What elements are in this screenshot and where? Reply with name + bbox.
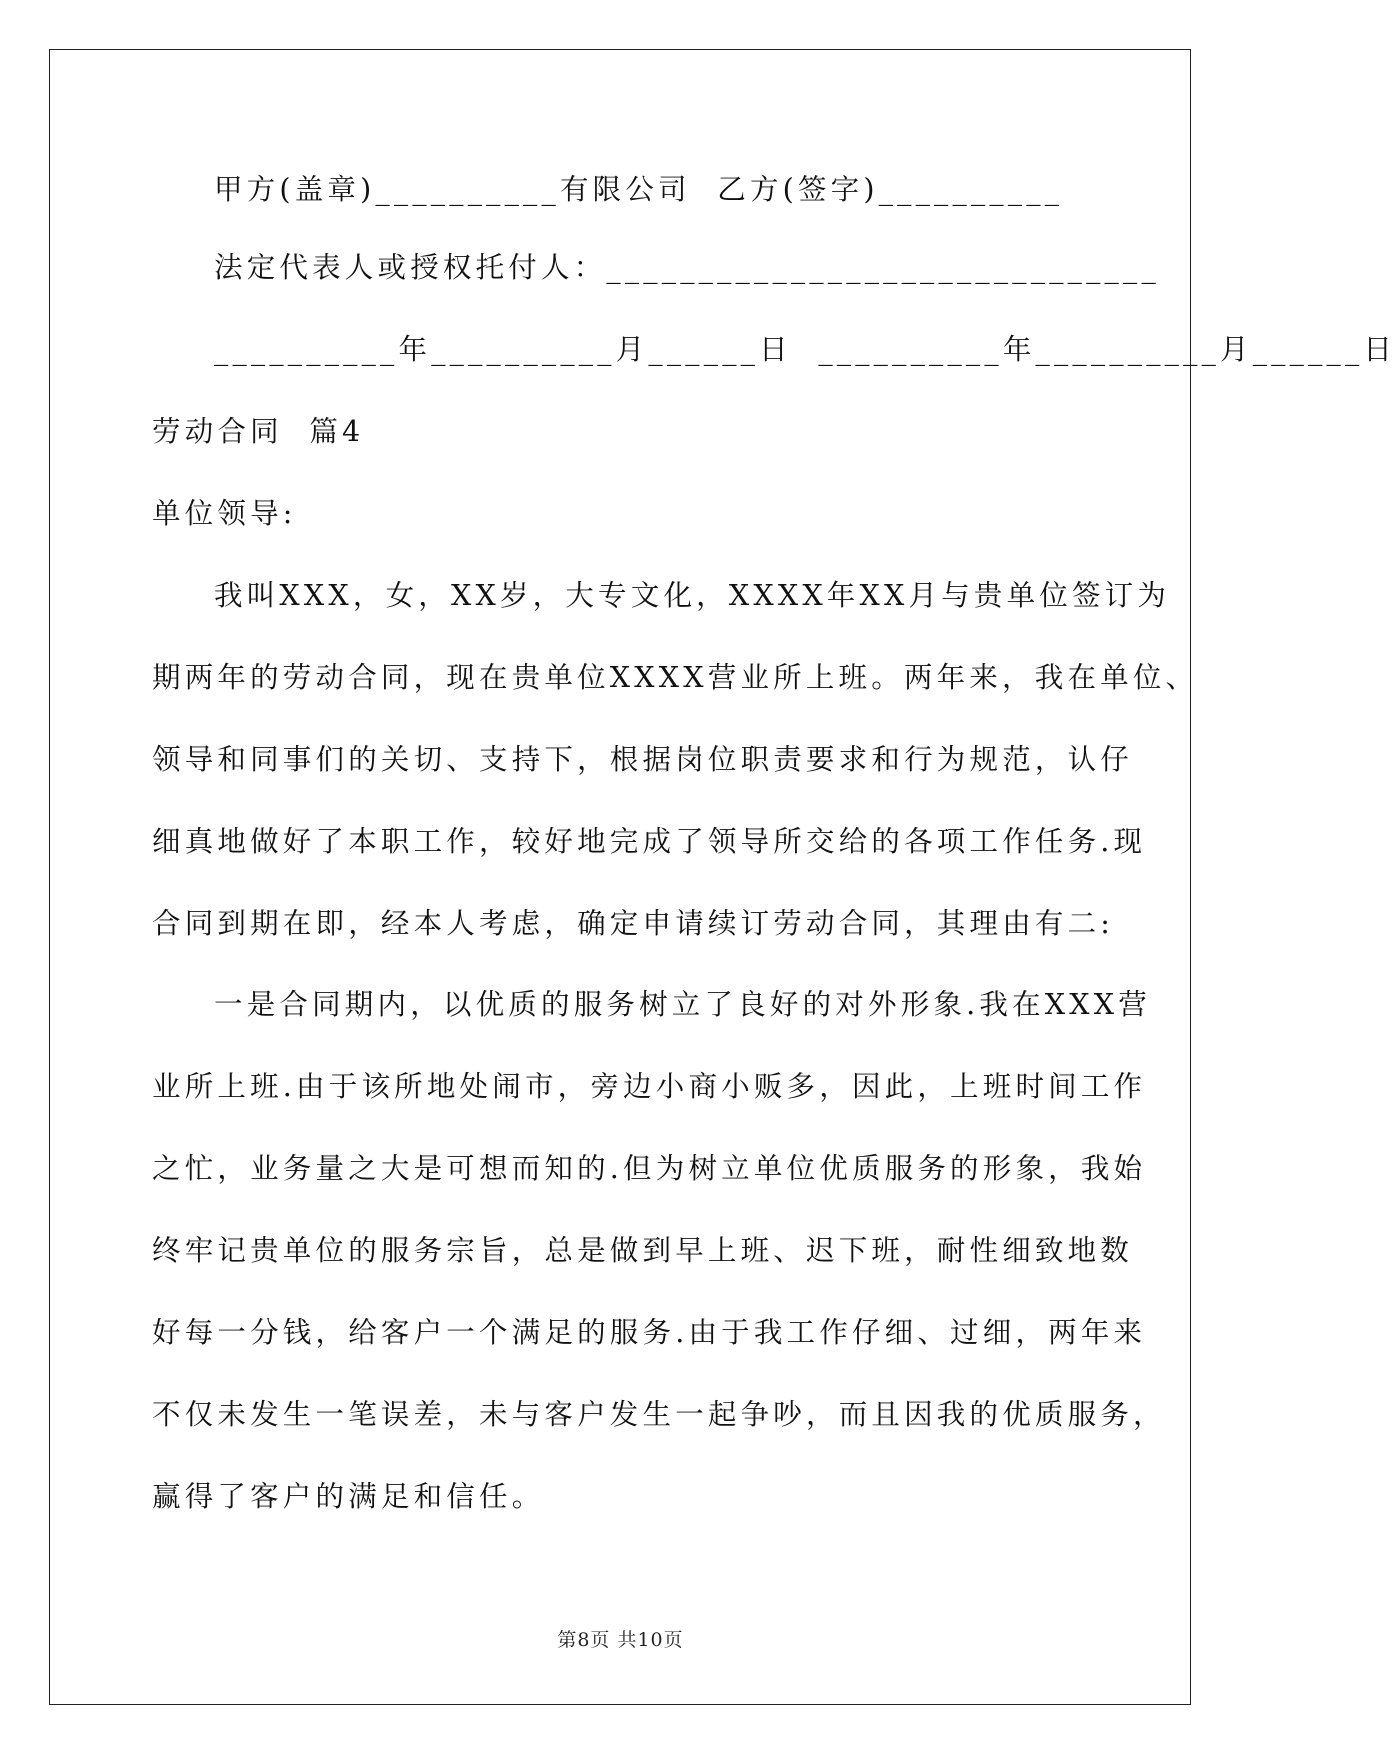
- paragraph-2-line: 赢得了客户的满足和信任。: [152, 1480, 545, 1513]
- section-title: 劳动合同 篇4: [152, 415, 365, 448]
- paragraph-1-line: 细真地做好了本职工作，较好地完成了领导所交给的各项工作任务.现: [152, 825, 1147, 858]
- paragraph-2-line: 终牢记贵单位的服务宗旨，总是做到早上班、迟下班，耐性细致地数: [152, 1234, 1134, 1267]
- signature-representative-line: 法定代表人或授权托付人：______________________________: [214, 251, 1160, 284]
- paragraph-2-line: 一是合同期内，以优质的服务树立了良好的对外形象.我在XXX营: [214, 988, 1151, 1021]
- salutation: 单位领导:: [152, 497, 297, 530]
- paragraph-2-line: 不仅未发生一笔误差，未与客户发生一起争吵，而且因我的优质服务，: [152, 1398, 1166, 1431]
- page-border: [49, 49, 1191, 1705]
- paragraph-2-line: 业所上班.由于该所地处闹市，旁边小商小贩多，因此，上班时间工作: [152, 1070, 1147, 1103]
- paragraph-1-line: 合同到期在即，经本人考虑，确定申请续订劳动合同，其理由有二:: [152, 907, 1115, 940]
- paragraph-2-line: 之忙，业务量之大是可想而知的.但为树立单位优质服务的形象，我始: [152, 1152, 1147, 1185]
- signature-date-line: __________年__________月______日 __________年__________月______日: [214, 333, 1396, 366]
- paragraph-1-line: 领导和同事们的关切、支持下，根据岗位职责要求和行为规范，认仔: [152, 743, 1134, 776]
- paragraph-1-line: 期两年的劳动合同，现在贵单位XXXX营业所上班。两年来，我在单位、: [152, 661, 1199, 694]
- paragraph-1-line: 我叫XXX，女，XX岁，大专文化，XXXX年XX月与贵单位签订为: [214, 579, 1171, 612]
- page-number-footer: 第8页 共10页: [557, 1629, 684, 1651]
- signature-party-line: 甲方(盖章)__________有限公司 乙方(签字)__________: [214, 173, 1064, 206]
- paragraph-2-line: 好每一分钱，给客户一个满足的服务.由于我工作仔细、过细，两年来: [152, 1316, 1147, 1349]
